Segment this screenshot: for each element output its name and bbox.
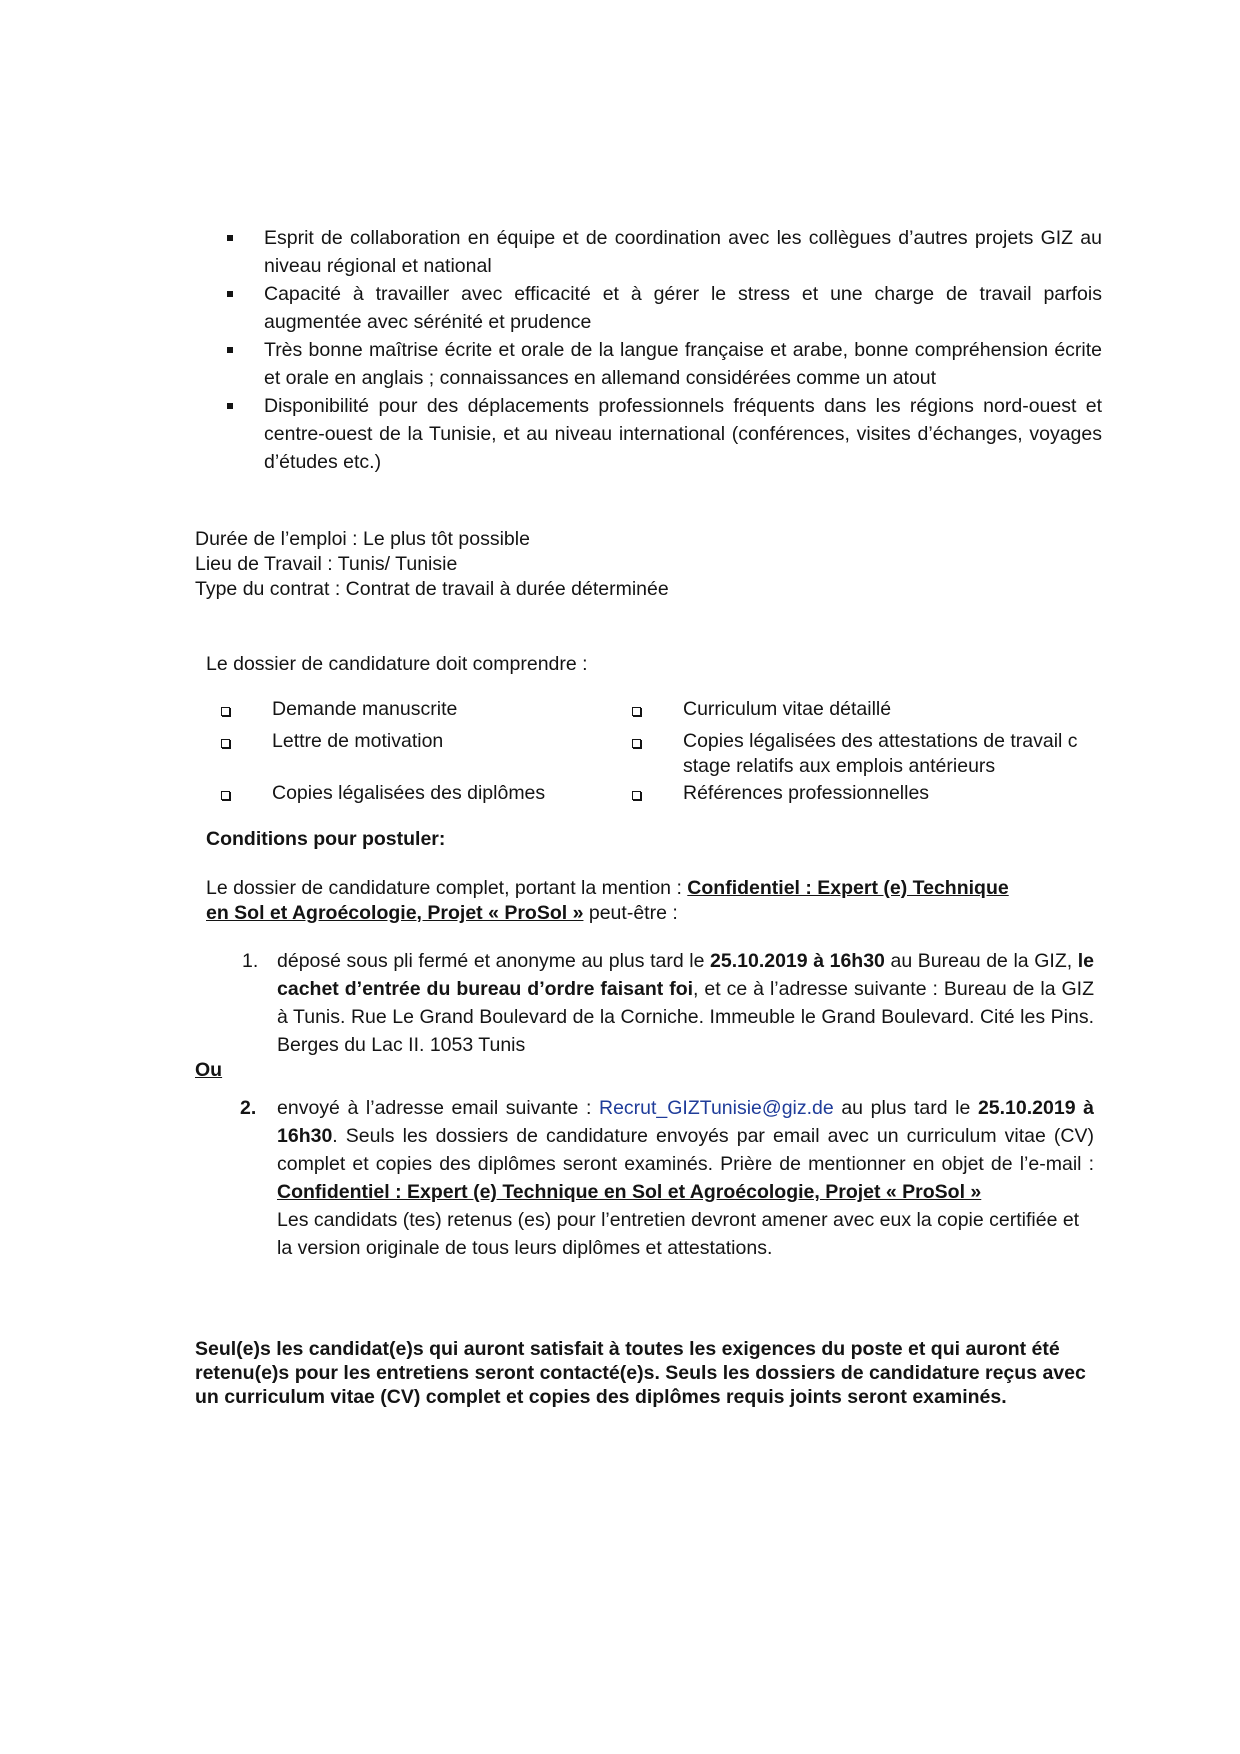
- conditions-heading: Conditions pour postuler:: [206, 828, 446, 850]
- checkbox-icon: [632, 791, 641, 800]
- dossier-item: Lettre de motivation: [272, 730, 444, 752]
- dossier-item: Copies légalisées des attestations de travail c: [683, 730, 1078, 752]
- item-depot: déposé sous pli fermé et anonyme au plus tard le 25.10.2019 à 16h30 au Bureau de la GIZ, le cachet d’entrée du bureau d’ordre faisant foi, et ce à l’adresse suivante : Bureau de la GIZ à Tunis. Rue Le Grand Boulevard de la Corniche. Immeuble le Grand Boulevard. Cité les Pins. Berges du Lac II. 1053 Tunis: [277, 950, 1094, 1056]
- conditions-intro: Le dossier de candidature complet, portant la mention : Confidentiel : Expert (e) Technique en Sol et Agroécologie, Projet « ProSol » peut-être :: [206, 877, 1009, 924]
- bullet-square-icon: [227, 347, 233, 353]
- job-info: [195, 527, 669, 602]
- email-link[interactable]: Recrut_GIZTunisie@giz.de: [598, 1097, 834, 1119]
- dossier-item: Copies légalisées des diplômes: [272, 782, 546, 804]
- email-subject: Confidentiel : Expert (e) Technique en Sol et Agroécologie, Projet « ProSol »: [277, 1181, 982, 1203]
- dossier-title: Le dossier de candidature doit comprendre :: [206, 653, 588, 675]
- interview-note-continuation: la version originale de tous leurs diplômes et attestations.: [277, 1237, 773, 1259]
- dossier-item: Curriculum vitae détaillé: [683, 698, 892, 720]
- skill-item: Esprit de collaboration en équipe et de coordination avec les collègues d’autres projets GIZ au niveau régional et national: [222, 224, 1102, 280]
- dossier-item: Références professionnelles: [683, 782, 930, 804]
- checkbox-icon: [632, 739, 641, 748]
- final-notice: Seul(e)s les candidat(e)s qui auront satisfait à toutes les exigences du poste et qui auront été retenu(e)s pour les entretiens seront contacté(e)s. Seuls les dossiers de candidature reçus avec un curriculum vitae (CV) complet et copies des diplômes requis joints seront examinés.: [195, 1338, 1086, 1408]
- item-number: 1.: [242, 950, 259, 972]
- skill-item: Très bonne maîtrise écrite et orale de la langue française et arabe, bonne compréhension écrite et orale en anglais ; connaissances en allemand considérées comme un atout: [222, 336, 1102, 392]
- dossier-item-continuation: stage relatifs aux emplois antérieurs: [683, 755, 996, 777]
- bullet-square-icon: [227, 403, 233, 409]
- item-email: envoyé à l’adresse email suivante : Recrut_GIZTunisie@giz.de au plus tard le 25.10.2019 à 16h30. Seuls les dossiers de candidature envoyés par email avec un curriculum vitae (CV) complet et copies des diplômes seront examinés. Prière de mentionner en objet de l’e-mail : Confidentiel : Expert (e) Technique en Sol et Agroécologie, Projet « ProSol » Les candidats (tes) retenus (es) pour l’entretien devront amener avec eux la copie certifiée et la version originale de tous leurs diplômes et attestations.: [277, 1094, 1094, 1262]
- item-number: 2.: [240, 1097, 257, 1119]
- job-contract-type: Type du contrat : Contrat de travail à durée déterminée: [195, 578, 669, 600]
- skills-list: [222, 224, 1102, 476]
- dossier-item: Demande manuscrite: [272, 698, 458, 720]
- checkbox-icon: [221, 707, 230, 716]
- or-separator: Ou: [195, 1059, 223, 1081]
- skill-item: Disponibilité pour des déplacements professionnels fréquents dans les régions nord-ouest et centre-ouest de la Tunisie, et au niveau international (conférences, visites d’échanges, voyages d’études etc.): [222, 392, 1102, 476]
- job-duration: Durée de l’emploi : Le plus tôt possible: [195, 528, 530, 550]
- mention-title-part1: Confidentiel : Expert (e) Technique: [687, 877, 1009, 899]
- stamp-clause: le cachet d’entrée du bureau d’ordre faisant foi: [277, 950, 1094, 1000]
- job-location: Lieu de Travail : Tunis/ Tunisie: [195, 553, 458, 575]
- interview-note: Les candidats (tes) retenus (es) pour l’entretien devront amener avec eux la copie certifiée et: [277, 1209, 1080, 1231]
- checkbox-icon: [221, 739, 230, 748]
- skill-item: Capacité à travailler avec efficacité et à gérer le stress et une charge de travail parfois augmentée avec sérénité et prudence: [222, 280, 1102, 336]
- bullet-square-icon: [227, 291, 233, 297]
- checkbox-icon: [221, 791, 230, 800]
- checkbox-icon: [632, 707, 641, 716]
- bullet-square-icon: [227, 235, 233, 241]
- mention-title-part2: en Sol et Agroécologie, Projet « ProSol »: [206, 902, 584, 924]
- deadline-date: 25.10.2019 à 16h30: [277, 1097, 1094, 1147]
- deadline-date: 25.10.2019 à 16h30: [710, 950, 885, 972]
